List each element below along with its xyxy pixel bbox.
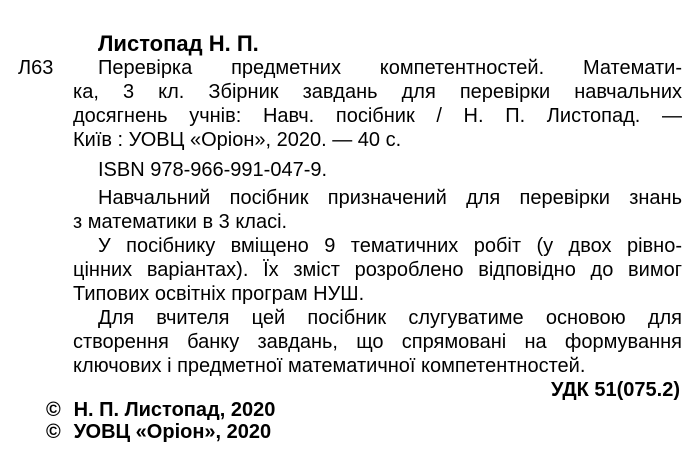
annotation-line: створення банку завдань, що спрямовані на формування xyxy=(73,331,682,353)
description-line: Перевірка предметних компетентностей. Математи- xyxy=(98,57,682,79)
copyright-symbol: © xyxy=(46,399,61,421)
annotation-line: з математики в 3 класі. xyxy=(73,211,288,233)
description-line: ка, 3 кл. Збірник завдань для перевірки навчальних xyxy=(73,81,682,103)
copyright-line xyxy=(46,398,275,422)
copyright-symbol: © xyxy=(46,421,61,443)
author-name: Листопад Н. П. xyxy=(98,31,259,56)
annotation-line: Типових освітніх програм НУШ. xyxy=(73,283,365,305)
annotation-line: У посібнику вміщено 9 тематичних робіт (у двох рівно- xyxy=(98,235,682,257)
annotation-line: Навчальний посібник призначений для перевірки знань xyxy=(98,187,682,209)
description-line: досягнень учнів: Навч. посібник / Н. П. Листопад. — xyxy=(73,105,682,127)
copyright-line xyxy=(46,420,271,444)
isbn: ISBN 978-966-991-047-9. xyxy=(98,159,328,181)
copyright-publisher: УОВЦ «Оріон», 2020 xyxy=(73,421,272,443)
copyright-author: Н. П. Листопад, 2020 xyxy=(73,399,276,421)
description-line: Київ : УОВЦ «Оріон», 2020. — 40 с. xyxy=(73,129,402,151)
annotation-line: ключових і предметної математичної компетентностей. xyxy=(73,355,586,377)
library-code: Л63 xyxy=(18,57,54,79)
annotation-line: Для вчителя цей посібник слугуватиме основою для xyxy=(98,307,682,329)
annotation-line: цінних варіантах). Їх зміст розроблено відповідно до вимог xyxy=(73,259,682,281)
udk-code: УДК 51(075.2) xyxy=(550,379,680,401)
